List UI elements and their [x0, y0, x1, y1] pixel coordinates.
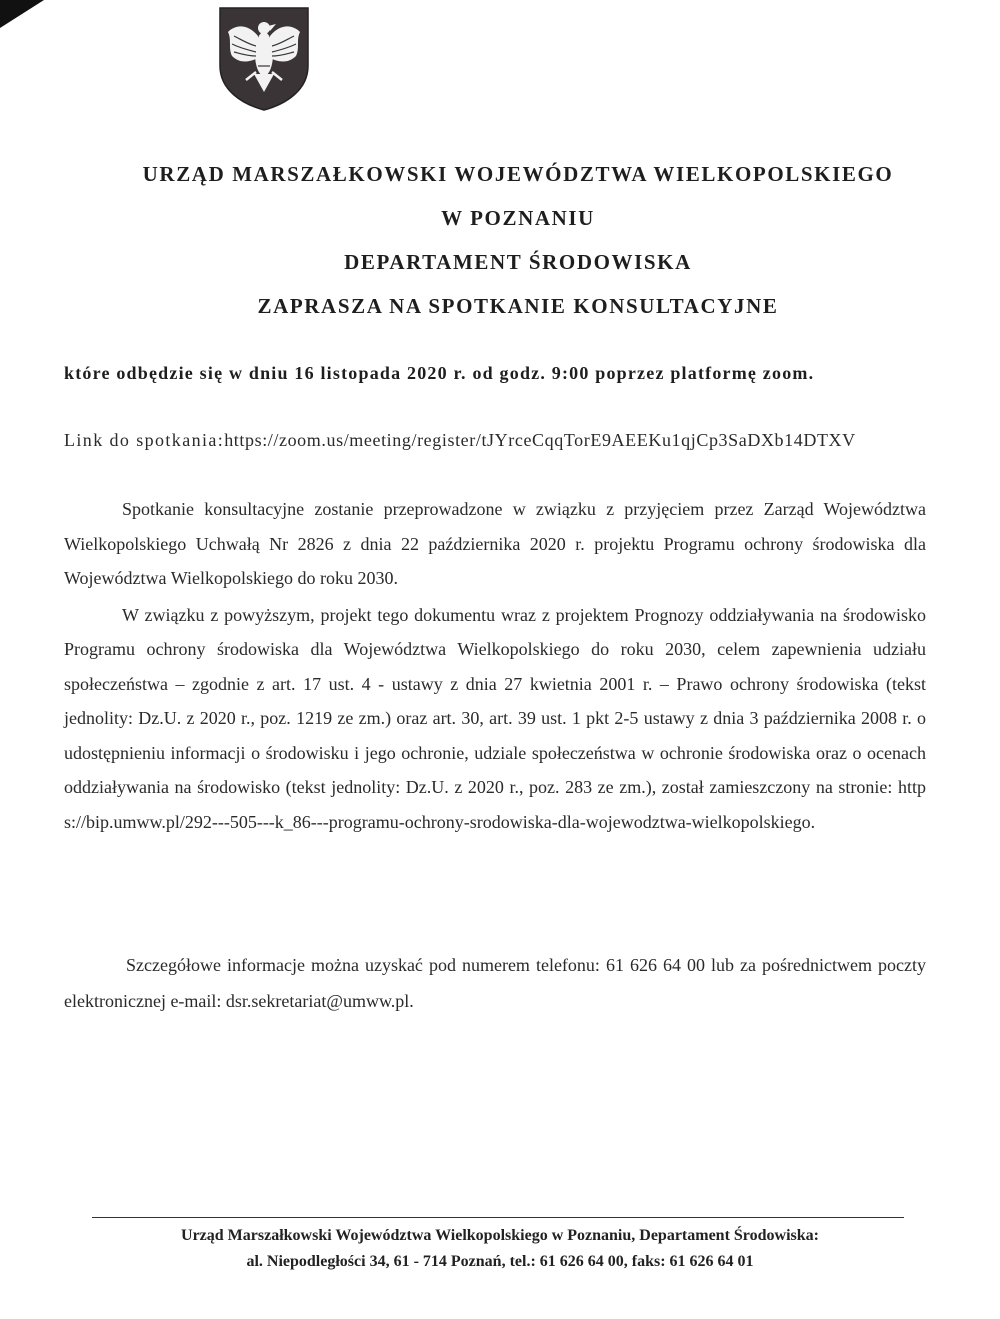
- document-header: [40, 152, 960, 328]
- bip-url[interactable]: https://bip.umww.pl/292---505---k_86---programu-ochrony-srodowiska-dla-wojewodztwa-wielkopolskiego.: [64, 777, 927, 832]
- meeting-link-label: Link do spotkania:: [64, 430, 225, 450]
- paragraph-2: [64, 598, 926, 840]
- meeting-info: które odbędzie się w dniu 16 listopada 2020 r. od godz. 9:00 poprzez platformę zoom.: [64, 363, 815, 383]
- document-body: [64, 492, 926, 839]
- eagle-crest-icon: [218, 6, 310, 112]
- contact-info: [64, 947, 926, 1019]
- header-city: W POZNANIU: [441, 206, 595, 230]
- meeting-link-url[interactable]: https://zoom.us/meeting/register/tJYrceCqqTorE9AEEKu1qjCp3SaDXb14DTXV: [224, 430, 856, 450]
- footer-line-2: al. Niepodległości 34, 61 - 714 Poznań, tel.: 61 626 64 00, faks: 61 626 64 01: [246, 1253, 754, 1270]
- document-footer: [40, 1223, 960, 1275]
- header-department: DEPARTAMENT ŚRODOWISKA: [344, 250, 692, 274]
- header-institution: URZĄD MARSZAŁKOWSKI WOJEWÓDZTWA WIELKOPOLSKIEGO: [142, 162, 894, 186]
- footer-divider: [92, 1217, 904, 1218]
- contact-paragraph: Szczegółowe informacje można uzyskać pod numerem telefonu: 61 626 64 00 lub za pośrednictwem poczty elektronicznej e-mail: dsr.sekretariat@umww.pl.: [64, 955, 926, 1011]
- header-invitation: ZAPRASZA NA SPOTKANIE KONSULTACYJNE: [257, 294, 779, 318]
- paragraph-2-text: W związku z powyższym, projekt tego dokumentu wraz z projektem Prognozy oddziaływania na środowisko Programu ochrony środowiska dla Województwa Wielkopolskiego do roku 2030, celem zapewnienia udziału społeczeństwa – zgodnie z art. 17 ust. 4 - ustawy z dnia 27 kwietnia 2001 r. – Prawo ochrony środowiska (tekst jednolity: Dz.U. z 2020 r., poz. 1219 ze zm.) oraz art. 30, art. 39 ust. 1 pkt 2-5 ustawy z dnia 3 października 2008 r. o udostępnieniu informacji o środowisku i jego ochronie, udziale społeczeństwa w ochronie środowiska oraz o ocenach oddziaływania na środowisko (tekst jednolity: Dz.U. z 2020 r., poz. 283 ze zm.), został zamieszczony na stronie:: [64, 604, 926, 797]
- meeting-link[interactable]: [64, 430, 856, 451]
- page-corner-mark: [0, 0, 44, 28]
- footer-line-1: Urząd Marszałkowski Województwa Wielkopolskiego w Poznaniu, Departament Środowiska:: [181, 1227, 819, 1244]
- paragraph-1: Spotkanie konsultacyjne zostanie przeprowadzone w związku z przyjęciem przez Zarząd Województwa Wielkopolskiego Uchwałą Nr 2826 z dnia 22 października 2020 r. projektu Programu ochrony środowiska dla Województwa Wielkopolskiego do roku 2030.: [64, 499, 926, 588]
